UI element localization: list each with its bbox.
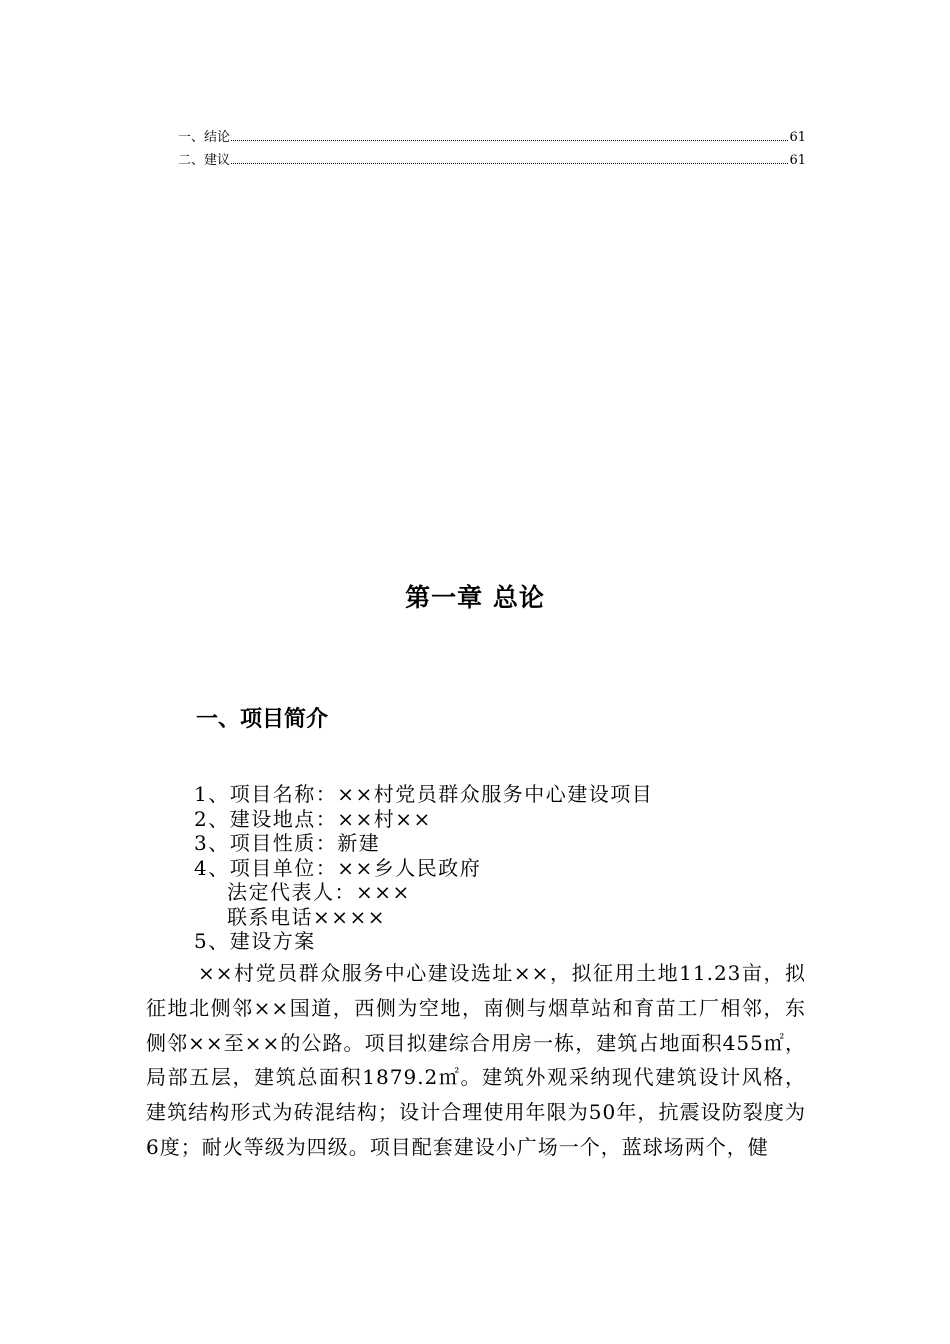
project-info-list [194, 782, 653, 954]
toc-leader-dots [231, 163, 788, 164]
field-unit: 4、项目单位：××乡人民政府 [194, 855, 482, 880]
field-location: 2、建设地点：××村×× [194, 806, 432, 831]
toc-entry-label: 一、结论 [178, 130, 231, 145]
section-title: 一、项目简介 [196, 707, 329, 732]
construction-plan-paragraph: ××村党员群众服务中心建设选址××，拟征用土地11.23亩，拟征地北侧邻××国道，西侧为空地，南侧与烟草站和育苗工厂相邻，东侧邻××至××的公路。项目拟建综合用房一栋，建筑占地面积455㎡，局部五层，建筑总面积1879.2㎡。建筑外观采纳现代建筑设计风格，建筑结构形式为砖混结构；设计合理使用年限为50年，抗震设防裂度为6度；耐火等级为四级。项目配套建设小广场一个，蓝球场两个，健 [146, 961, 806, 1159]
toc-leader-dots [231, 140, 788, 141]
toc-entry-page: 61 [789, 153, 806, 168]
field-construction-plan: 5、建设方案 [194, 929, 316, 953]
field-legal-representative: 法定代表人：××× [227, 880, 411, 904]
toc-entry-suggestion[interactable] [178, 149, 806, 172]
toc-entry-page: 61 [789, 130, 806, 145]
field-phone: 联系电话×××× [227, 904, 387, 929]
field-nature: 3、项目性质：新建 [194, 831, 381, 855]
field-project-name: 1、项目名称：××村党员群众服务中心建设项目 [194, 782, 654, 806]
chapter-title: 第一章 总论 [405, 583, 545, 612]
toc-entry-conclusion[interactable] [178, 126, 806, 149]
table-of-contents [178, 126, 806, 172]
toc-entry-label: 二、建议 [178, 153, 231, 168]
